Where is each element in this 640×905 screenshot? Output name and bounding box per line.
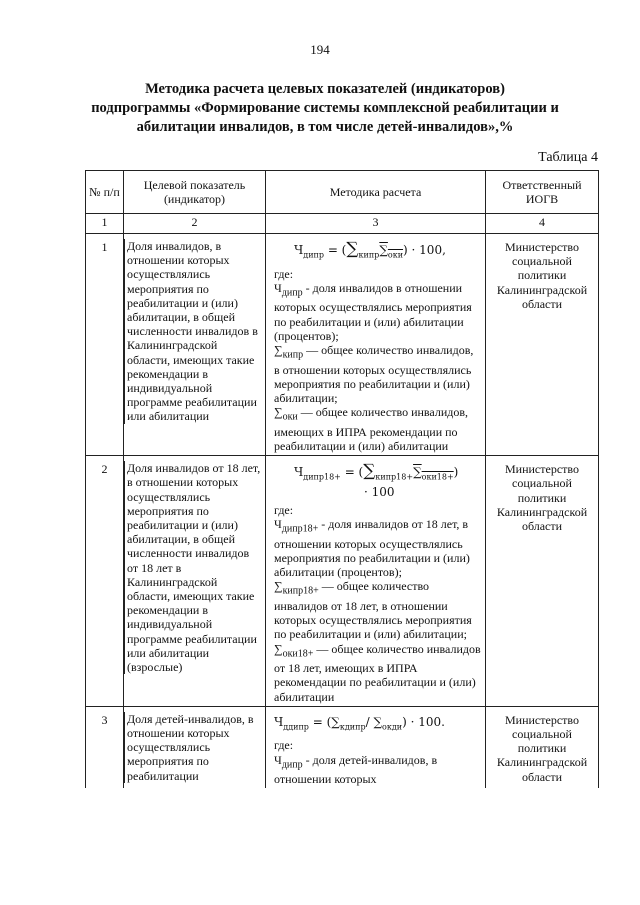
indicator-cell [124, 456, 266, 707]
title-line-3: абилитации инвалидов, в том числе детей-инвалидов»,% [136, 119, 514, 135]
formula-term: $Ч_{дипр}$ - доля детей-инвалидов, в отношении которых [274, 752, 438, 787]
formula-term: $\sum_{кипр}$ — общее количество инвалидов, в отношении которых осуществлялись мероприятия по реабилитации и (или) абилитации; [274, 343, 474, 405]
formula-tail: · 100 [364, 484, 395, 499]
col-number: 1 [86, 214, 124, 234]
header-num: № п/п [86, 171, 124, 214]
where-label: где: [274, 503, 294, 517]
where-label: где: [274, 738, 294, 753]
where-label: где: [274, 266, 294, 281]
table-header-row [86, 171, 599, 214]
indicator-text: Доля детей-инвалидов, в отношении которых осуществлялись мероприятия по реабилитации [124, 712, 263, 783]
col-number: 4 [486, 214, 599, 234]
row-num: 1 [86, 234, 124, 456]
indicator-text: Доля инвалидов, в отношении которых осуществлялись мероприятия по реабилитации и (или) абилитации, в общей численности инвалидов в Калининградской области, имеющих такие рекомендации в индивидуальной программе реабилитации или абилитации [124, 239, 263, 424]
row-num: 2 [86, 456, 124, 707]
method-cell [266, 706, 486, 788]
method-cell [266, 234, 486, 456]
formula: $Ч_{дипр18+} = (\sum_{кипр18+}\sum_{оки18+})$ · 100 [294, 464, 481, 499]
formula-term: $Ч_{дипр18+}$ - доля инвалидов от 18 лет, в отношении которых осуществлялись мероприятия по реабилитации и (или) абилитации (процентов); [274, 517, 470, 580]
formula: $Ч_{дипр} = (\sum_{кипр}\sum_{оки}) \cdot 100$, [294, 239, 446, 260]
indicator-cell [124, 706, 266, 788]
method-cell [266, 456, 486, 707]
column-numbers-row [86, 214, 599, 234]
title-line-1: Методика расчета целевых показателей (индикаторов) [145, 81, 505, 97]
document-title [60, 80, 590, 137]
responsible-cell: Министерство социальной политики Калининградской области [486, 456, 599, 707]
row-num: 3 [86, 706, 124, 788]
col-number: 3 [266, 214, 486, 234]
table-row [86, 456, 599, 707]
col-number: 2 [124, 214, 266, 234]
formula-term: $Ч_{дипр}$ - доля инвалидов в отношении которых осуществлялись мероприятия по реабилитации и (или) абилитации (процентов); [274, 280, 472, 343]
formula-term: $\sum_{оки}$ — общее количество инвалидов, имеющих в ИПРА рекомендации по реабилитации и (или) абилитации [274, 405, 469, 453]
title-line-2: подпрограммы «Формирование системы комплексной реабилитации и [91, 100, 559, 116]
indicator-text: Доля инвалидов от 18 лет, в отношении которых осуществлялись мероприятия по реабилитации и (или) абилитации, в общей численности инвалидов от 18 лет в Калининградской области, имеющих такие рекомендации в индивидуальной программе реабилитации или абилитации (взрослые) [124, 461, 263, 674]
header-method: Методика расчета [266, 171, 486, 214]
responsible-cell: Министерство социальной политики Калининградской области [486, 234, 599, 456]
table-label: Таблица 4 [538, 150, 598, 165]
formula: $Ч_{ддипр} = (\sum_{кдипр}/$ $\sum_{окди}) \cdot 100$. [274, 714, 445, 732]
indicators-table [85, 170, 599, 788]
responsible-cell: Министерство социальной политики Калининградской области [486, 706, 599, 788]
formula-term: $\sum_{кипр18+}$ — общее количество инвалидов от 18 лет, в отношении которых осуществлялись мероприятия по реабилитации и (или) абилитации; [274, 579, 472, 642]
header-responsible: Ответственный ИОГВ [486, 171, 599, 214]
formula-term: $\sum_{оки18+}$ — общее количество инвалидов от 18 лет, имеющих в ИПРА рекомендации по реабилитации и (или) абилитации [274, 641, 481, 704]
indicator-cell [124, 234, 266, 456]
table-row [86, 706, 599, 788]
page-number: 194 [310, 42, 330, 57]
header-indicator: Целевой показатель (индикатор) [124, 171, 266, 214]
table-row [86, 234, 599, 456]
